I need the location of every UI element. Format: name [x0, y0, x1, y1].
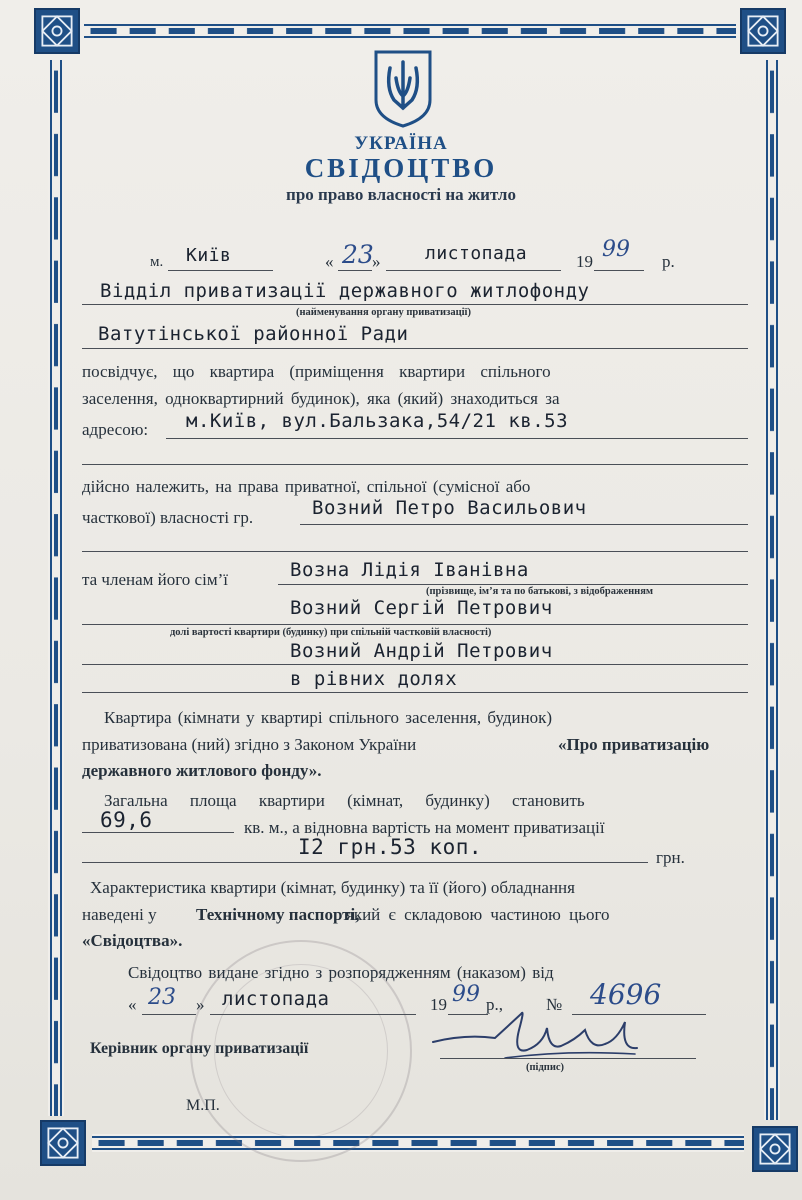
month-underline	[386, 270, 561, 271]
family-member-1: Возна Лідія Іванівна	[290, 559, 529, 581]
area-underline	[82, 832, 234, 833]
cost-value: I2 грн.53 коп.	[298, 835, 483, 859]
day-underline	[338, 270, 372, 271]
characteristics-line-2-post: який є складовою частиною цього	[346, 905, 610, 924]
family-member-2: Возний Сергій Петрович	[290, 597, 553, 619]
family-underline-3	[82, 664, 748, 665]
cost-unit: грн.	[656, 848, 685, 867]
city-underline	[168, 270, 273, 271]
month-value: листопада	[425, 243, 528, 264]
year-underline	[594, 270, 644, 271]
characteristics-line-2-pre: наведені у	[82, 905, 157, 924]
issued-year-suffix: р.,	[486, 995, 503, 1014]
family-label: та членам його сім’ї	[82, 570, 228, 589]
address-underline-2	[82, 464, 748, 465]
cost-underline	[82, 862, 648, 863]
issued-line-1: Свідоцтво видане згідно з розпорядженням (наказом) від	[128, 963, 554, 982]
document-subtitle: про право власності на житло	[286, 185, 516, 204]
head-label: Керівник органу приватизації	[90, 1040, 309, 1057]
issued-year-prefix: 19	[430, 995, 447, 1014]
issued-day-handwritten: 23	[148, 985, 176, 1010]
shares-value: в рівних долях	[290, 668, 458, 690]
year-prefix: 19	[576, 252, 593, 271]
privatization-line-2: приватизована (ний) згідно з Законом України	[82, 735, 417, 754]
authority-line-2: Ватутінської районної Ради	[98, 323, 409, 345]
family-underline-1	[278, 584, 748, 585]
privatization-law-1: «Про приватизацію	[558, 735, 710, 754]
day-open-quote: «	[325, 252, 334, 271]
issued-day-underline	[142, 1014, 196, 1015]
address-underline	[166, 438, 748, 439]
shares-underline	[82, 692, 748, 693]
document-title: СВІДОЦТВО	[304, 153, 498, 183]
technical-passport: Технічному паспорті,	[196, 905, 360, 924]
owner-underline	[300, 524, 748, 525]
family-underline-2	[82, 624, 748, 625]
area-unit-text: кв. м., а відновна вартість на момент приватизації	[244, 818, 605, 837]
day-handwritten: 23	[342, 240, 374, 269]
city-value: Київ	[186, 245, 232, 266]
area-value: 69,6	[100, 808, 153, 832]
issued-day-close: »	[196, 995, 205, 1014]
owner-name: Возний Петро Васильович	[312, 497, 587, 519]
city-prefix: м.	[150, 254, 164, 270]
owner-underline-2	[82, 551, 748, 552]
left-border-band	[48, 60, 64, 1116]
day-close-quote: »	[372, 252, 381, 271]
address-value: м.Київ, вул.Бальзака,54/21 кв.53	[186, 410, 569, 432]
authority-caption: (найменування органу приватизації)	[296, 307, 471, 318]
issued-month: листопада	[222, 988, 330, 1010]
seal-place-label: М.П.	[186, 1097, 220, 1114]
trident-emblem-icon	[372, 48, 434, 128]
address-label: адресою:	[82, 420, 149, 439]
issued-day-open: «	[128, 995, 137, 1014]
privatization-law-2: державного житлового фонду».	[82, 761, 322, 780]
top-border-band	[84, 22, 736, 40]
order-number-handwritten: 4696	[590, 978, 662, 1011]
characteristics-line-1: Характеристика квартири (кімнат, будинку) та її (його) обладнання	[90, 878, 575, 897]
belongs-line-2: часткової) власності гр.	[82, 508, 254, 527]
order-number-label: №	[546, 995, 563, 1014]
issued-month-underline	[210, 1014, 416, 1015]
certifies-line-2: заселення, одноквартирний будинок), яка (який) знаходиться за	[82, 389, 560, 408]
certifies-line-1: посвідчує, що квартира (приміщення квартири спільного	[82, 362, 551, 381]
bottom-border-band	[92, 1134, 744, 1152]
signature-caption: (підпис)	[526, 1062, 565, 1073]
belongs-line-1: дійсно належить, на права приватної, спільної (сумісної або	[82, 477, 531, 496]
corner-ornament-icon	[34, 8, 80, 54]
corner-ornament-icon	[740, 8, 786, 54]
year-suffix: р.	[662, 252, 675, 271]
area-line-1: Загальна площа квартири (кімнат, будинку) становить	[104, 791, 585, 810]
family-caption-2: долі вартості квартири (будинку) при спільній частковій власності)	[170, 627, 492, 638]
year-handwritten: 99	[602, 237, 630, 262]
privatization-line-1: Квартира (кімнати у квартирі спільного заселення, будинок)	[104, 708, 553, 727]
authority-underline-1	[82, 304, 748, 305]
corner-ornament-icon	[40, 1120, 86, 1166]
right-border-band	[764, 60, 780, 1120]
characteristics-line-3: «Свідоцтва».	[82, 931, 183, 950]
authority-line-1: Відділ приватизації державного житлофонду	[100, 280, 590, 302]
country-heading: УКРАЇНА	[354, 133, 448, 154]
signature-underline	[440, 1058, 696, 1059]
authority-underline-2	[82, 348, 748, 349]
family-member-3: Возний Андрій Петрович	[290, 640, 553, 662]
issued-year-handwritten: 99	[452, 982, 480, 1007]
family-caption-1: (прізвище, ім’я та по батькові, з відображенням	[426, 586, 654, 597]
corner-ornament-icon	[752, 1126, 798, 1172]
